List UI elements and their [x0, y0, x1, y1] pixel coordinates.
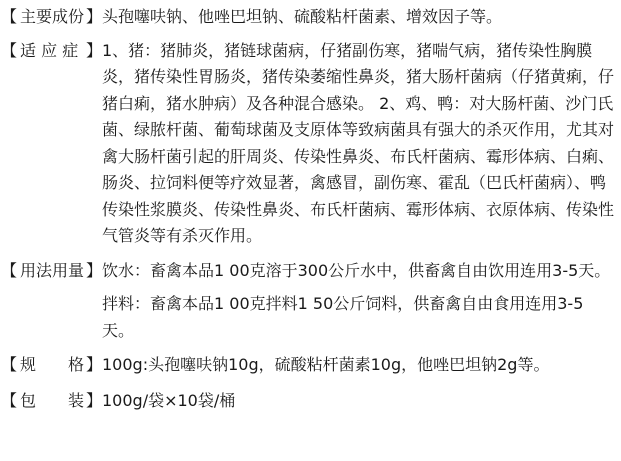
label-text: 用法用量	[20, 260, 85, 280]
label-text: 适 应 症	[20, 40, 79, 60]
label-bracket-close: 】	[86, 7, 103, 26]
label-bracket-close: 】	[86, 260, 103, 280]
spec-text: 100g:头孢噻呋钠10g，硫酸粘杆菌素10g，他唑巴坦钠2g等。	[102, 355, 550, 374]
label-bracket-close: 】	[85, 355, 102, 374]
label-indications	[0, 38, 102, 65]
label-bracket-open: 【	[1, 355, 18, 374]
usage-feed-line: 拌料：畜禽本品1 00克拌料1 50公斤饲料，供畜禽自由食用连用3-5天。	[102, 294, 584, 340]
label-bracket-open: 【	[1, 260, 18, 280]
label-bracket-open: 【	[1, 40, 18, 60]
label-bracket-open: 【	[1, 390, 18, 410]
product-info-sheet	[0, 4, 621, 414]
row-package	[0, 388, 621, 415]
label-package	[0, 388, 102, 415]
usage-water-line: 饮水：畜禽本品1 00克溶于300公斤水中，供畜禽自由饮用连用3-5天。	[102, 260, 611, 280]
row-ingredients	[0, 4, 621, 31]
row-spec	[0, 352, 621, 379]
indications-text: 1、猪：猪肺炎，猪链球菌病，仔猪副伤寒，猪喘气病，猪传染性胸膜炎，猪传染性胃肠炎，猪传染萎缩性鼻炎，猪大肠杆菌病（仔猪黄痢，仔猪白痢，猪水肿病）及各种混合感染。 2、鸡、鸭：对大肠杆菌、沙门氏菌、绿脓杆菌、葡萄球菌及支原体等致病菌具有强大的杀灭作用，尤其对禽大肠杆菌引起的肝周炎、传染性鼻炎、布氏杆菌病、霉形体病、白痢、肠炎、拉饲料便等疗效显著，禽感冒，副伤寒、霍乱（巴氏杆菌病）、鸭传染性浆膜炎、传染性鼻炎、布氏杆菌病、霉形体病、衣原体病、传染性气管炎等有杀灭作用。	[102, 40, 615, 245]
label-bracket-close: 】	[85, 40, 102, 60]
label-text: 主要成份	[20, 7, 85, 26]
row-usage	[0, 258, 621, 345]
row-indications	[0, 38, 621, 250]
label-text: 规 格	[20, 355, 84, 374]
label-text: 包 装	[20, 390, 84, 410]
usage-text	[102, 258, 621, 345]
ingredients-text: 头孢噻呋钠、他唑巴坦钠、硫酸粘杆菌素、增效因子等。	[102, 7, 503, 26]
label-usage	[0, 258, 102, 285]
package-text: 100g/袋×10袋/桶	[102, 390, 236, 410]
label-spec	[0, 352, 102, 379]
label-ingredients	[0, 4, 102, 31]
label-bracket-open: 【	[1, 7, 18, 26]
label-bracket-close: 】	[85, 390, 102, 410]
